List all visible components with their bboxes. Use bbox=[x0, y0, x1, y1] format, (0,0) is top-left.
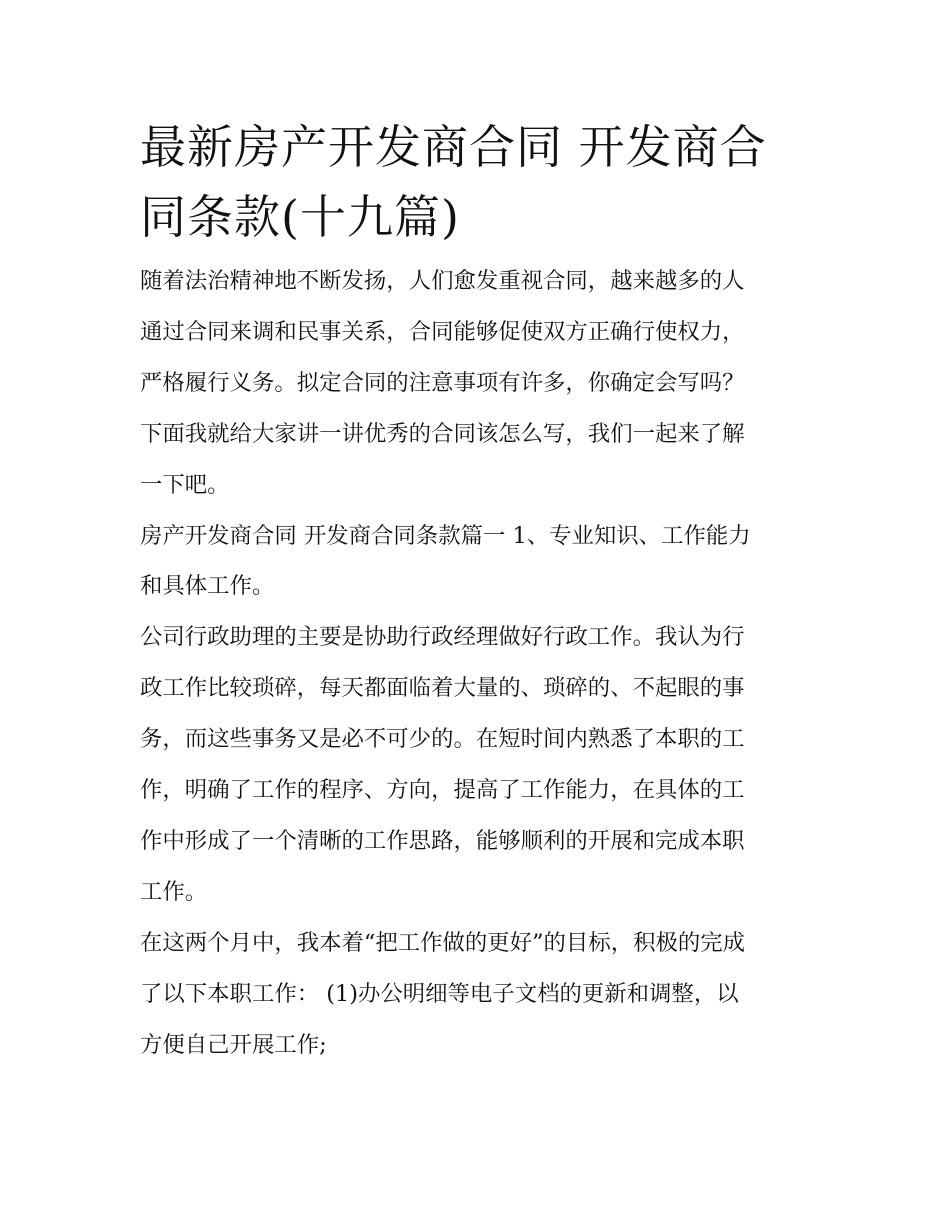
text-line: 随着法治精神地不断发扬，人们愈发重视合同，越来越多的人 bbox=[140, 268, 745, 294]
body-paragraph bbox=[140, 918, 812, 1071]
body-paragraph bbox=[140, 612, 812, 917]
text-line: 在这两个月中，我本着“把工作做的更好”的目标，积极的完成 bbox=[140, 929, 746, 956]
text-line: 和具体工作。 bbox=[140, 573, 275, 600]
section-heading-paragraph bbox=[140, 511, 812, 613]
text-line: 下面我就给大家讲一讲优秀的合同该怎么写，我们一起来了解 bbox=[140, 420, 745, 447]
text-line: 严格履行义务。拟定合同的注意事项有许多，你确定会写吗？ bbox=[140, 369, 745, 396]
title-line: 最新房产开发商合同 开发商合 bbox=[140, 120, 767, 174]
text-line: 务，而这些事务又是必不可少的。在短时间内熟悉了本职的工 bbox=[140, 726, 745, 753]
document-body bbox=[140, 256, 812, 1071]
text-line: 房产开发商合同 开发商合同条款篇一 1、专业知识、工作能力 bbox=[140, 522, 751, 549]
text-line: 一下吧。 bbox=[140, 471, 230, 498]
text-line: 方便自己开展工作; bbox=[140, 1031, 327, 1058]
text-line: 公司行政助理的主要是协助行政经理做好行政工作。我认为行 bbox=[140, 624, 745, 651]
text-line: 通过合同来调和民事关系，合同能够促使双方正确行使权力， bbox=[140, 318, 745, 345]
intro-paragraph bbox=[140, 256, 812, 511]
text-line: 了以下本职工作： (1)办公明细等电子文档的更新和调整，以 bbox=[140, 980, 739, 1007]
document-content bbox=[140, 112, 812, 1071]
text-line: 工作。 bbox=[140, 878, 208, 905]
text-line: 作，明确了工作的程序、方向，提高了工作能力，在具体的工 bbox=[140, 777, 745, 804]
text-line: 作中形成了一个清晰的工作思路，能够顺利的开展和完成本职 bbox=[140, 827, 745, 854]
title-line: 同条款(十九篇) bbox=[140, 190, 460, 244]
text-line: 政工作比较琐碎，每天都面临着大量的、琐碎的、不起眼的事 bbox=[140, 675, 745, 702]
document-title bbox=[140, 112, 812, 252]
